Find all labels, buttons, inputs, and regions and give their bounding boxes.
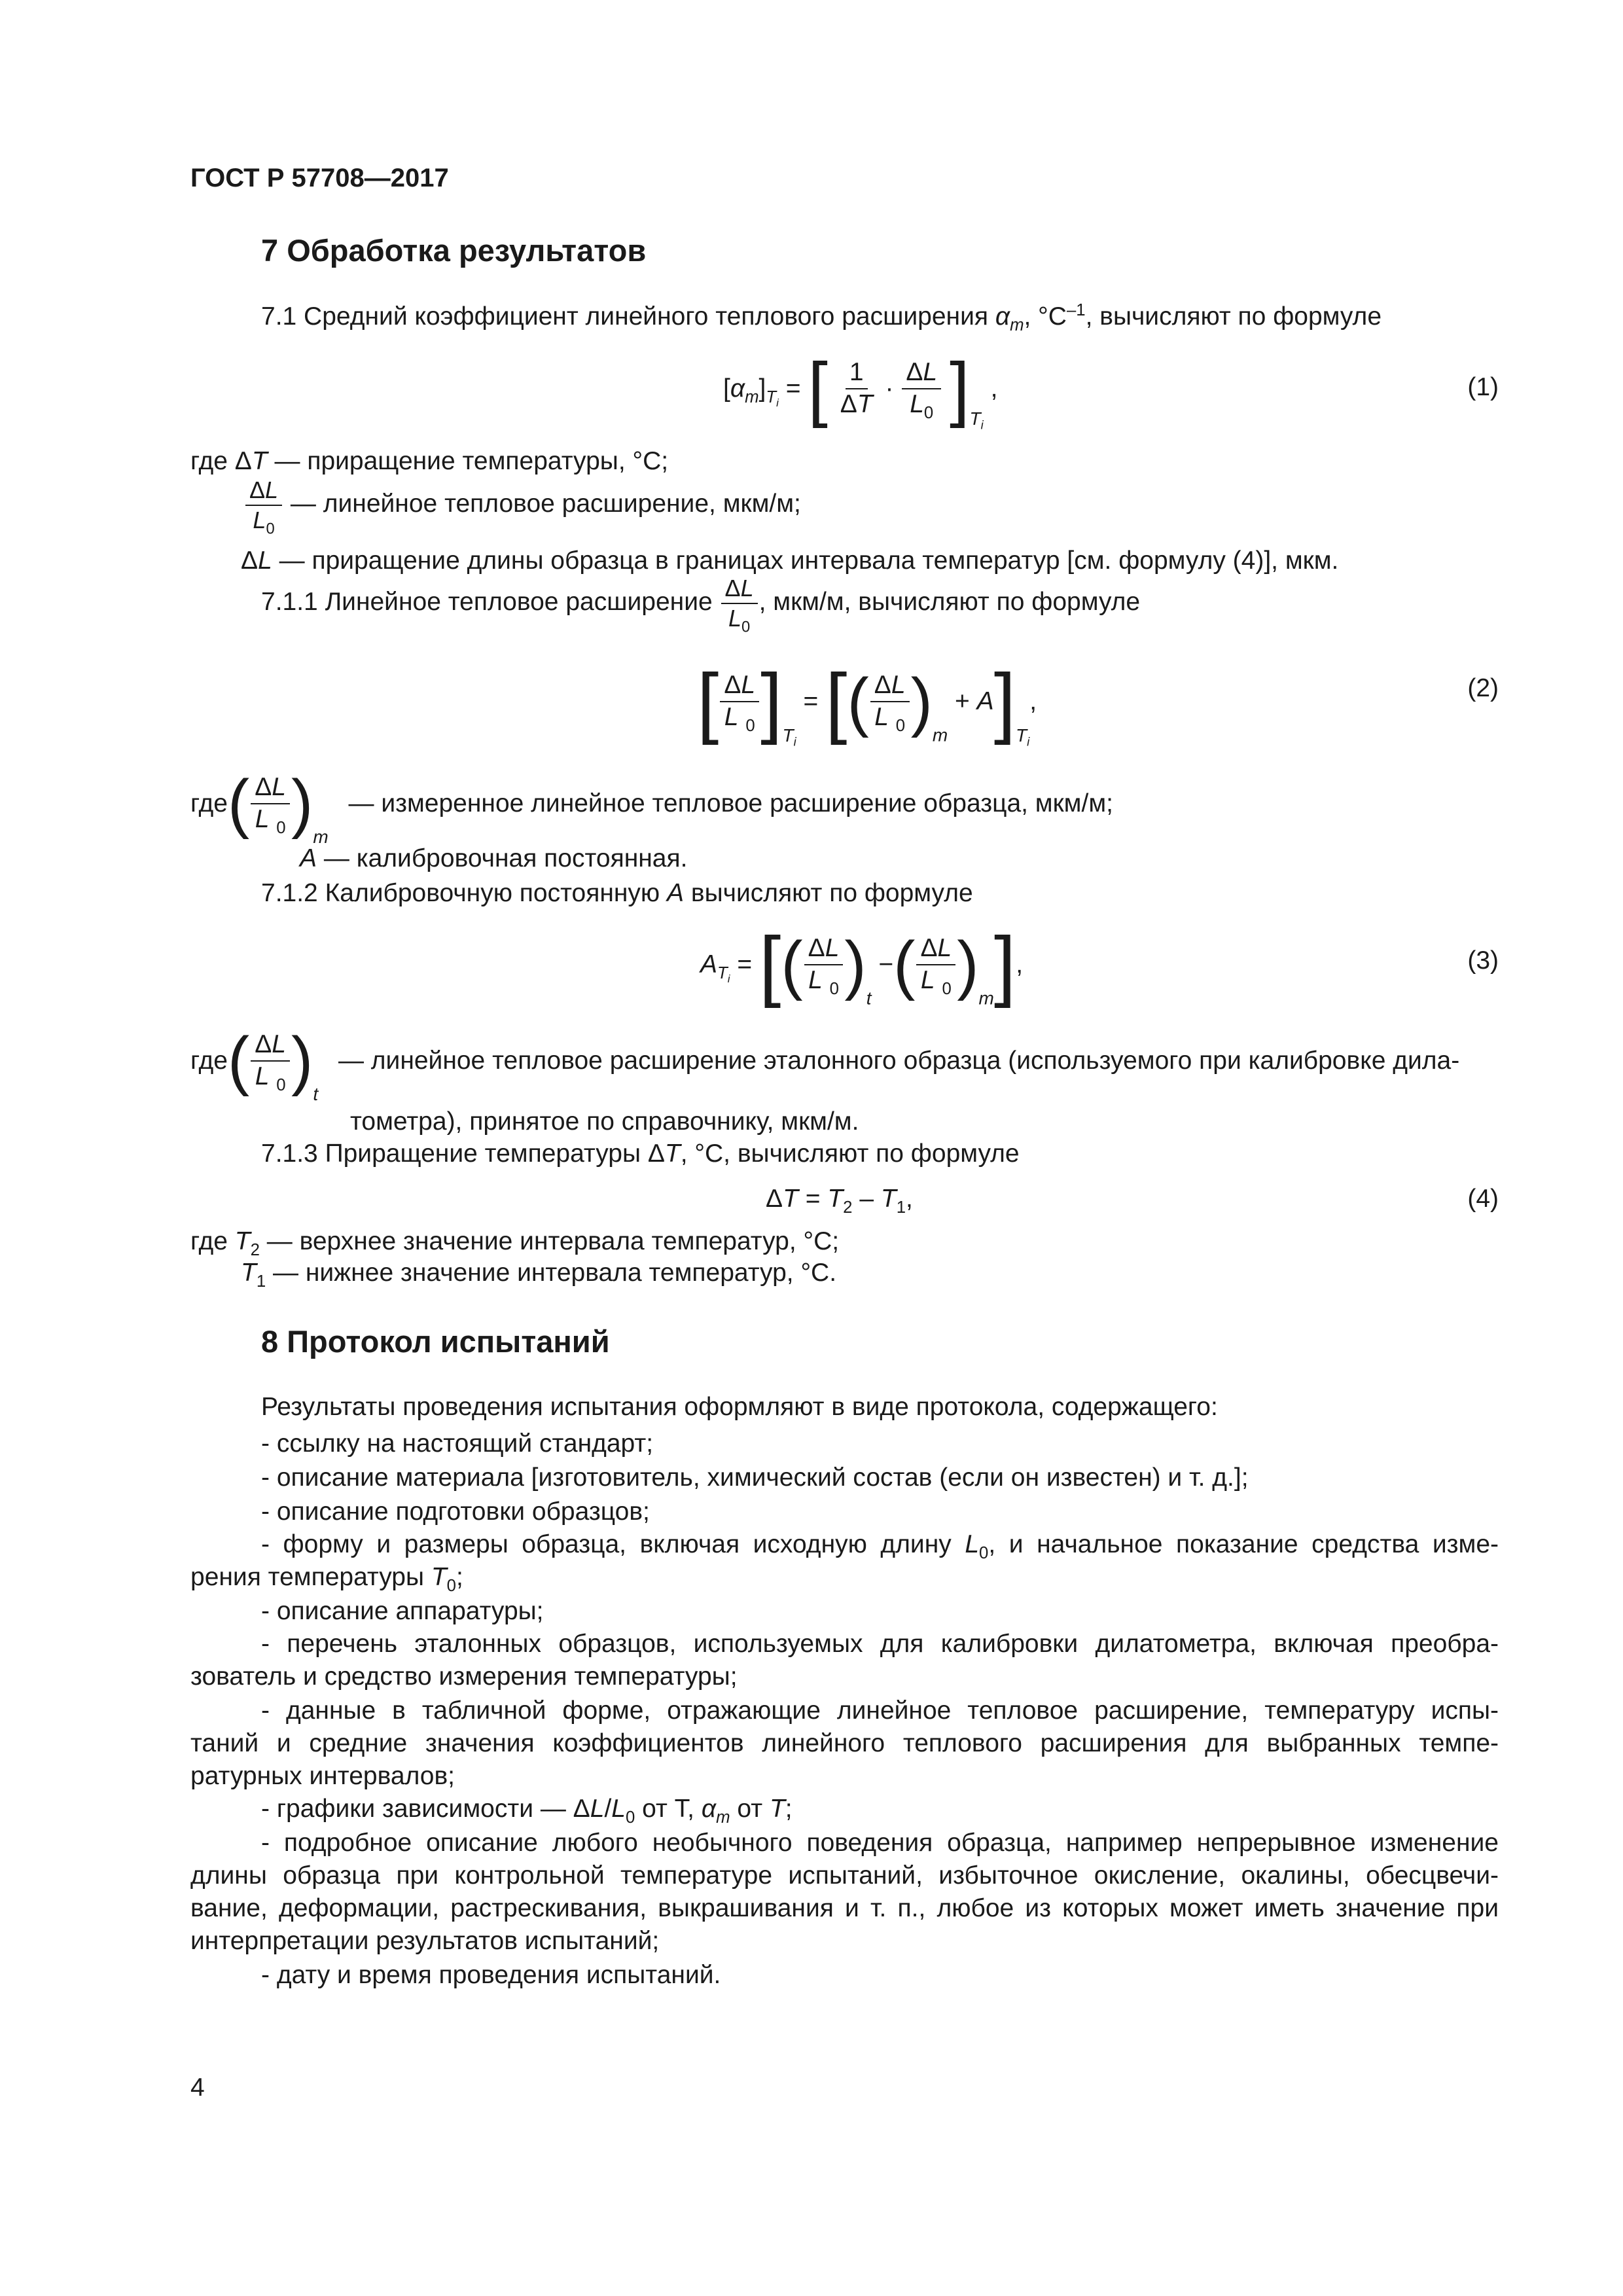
where-1-line-a: где ΔT — приращение температуры, °C;: [190, 447, 669, 475]
equation-3-number: (3): [1467, 946, 1499, 975]
list-item-7-line-3: ратурных интервалов;: [190, 1762, 455, 1790]
list-item-6-line-2: зователь и средство измерения температуры;: [190, 1662, 738, 1691]
list-item-9-line-4: интерпретации результатов испытаний;: [190, 1927, 660, 1955]
list-item-10: - дату и время проведения испытаний.: [261, 1961, 721, 1989]
list-item-4-line-1: - форму и размеры образца, включая исходную длину $L_0$, и начальное показание средства изме-: [261, 1530, 1499, 1562]
section-8-title: 8 Протокол испытаний: [261, 1324, 610, 1359]
equation-4: $\Delta T = T_2 - T_1$,: [766, 1185, 913, 1217]
list-item-6-line-1: - перечень эталонных образцов, используемых для калибровки дилатометра, включая преобра-: [261, 1630, 1499, 1658]
list-item: - описание подготовки образцов;: [261, 1498, 650, 1526]
equation-2: [ $\frac{\Delta L}{L _0}$ ]$_{T_i}$ = [( $\frac{\Delta L}{L _0}$ )$_m + A]_{T_i}$,: [697, 658, 1037, 749]
list-item-4-line-2: рения температуры $T_0$;: [190, 1563, 463, 1595]
where-3-line-b: тометра), принятое по справочнику, мкм/м.: [350, 1107, 859, 1136]
section-7-title: 7 Обработка результатов: [261, 233, 647, 268]
page-number: 4: [190, 2073, 205, 2102]
where-4-line-b: $T_1$ — нижнее значение интервала температур, °C.: [241, 1259, 837, 1291]
list-item: - описание аппаратуры;: [261, 1597, 544, 1625]
where-1-line-c: ΔL — приращение длины образца в границах интервала температур [см. формулу (4)], мкм.: [241, 547, 1339, 575]
equation-1-number: (1): [1467, 373, 1499, 401]
list-item: - ссылку на настоящий стандарт;: [261, 1429, 654, 1458]
list-item-9-line-1: - подробное описание любого необычного поведения образца, например непрерывное изменение: [261, 1829, 1499, 1857]
where-2-line-a: где( $\frac{\Delta L}{L _0}$ )$_m$ — измеренное линейное тепловое расширение образца, мкм/м;: [190, 766, 1113, 848]
paragraph-7-1-1: 7.1.1 Линейное тепловое расширение $\frac{\Delta L}{L_0}$ , мкм/м, вычисляют по формуле: [261, 575, 1141, 636]
equation-1: $[\alpha_m]_{T_i}$ = [ $\frac{1}{\Delta T}$ · $\frac{\Delta L}{L_0}$ ]$_{T_i}$ ,: [723, 348, 998, 432]
list-item-9-line-3: вание, деформации, растрескивания, выкрашивания и т. п., любое из которых может иметь значение при: [190, 1894, 1499, 1922]
equation-3: $A_{T_i}$ = [( $\frac{\Delta L}{L _0}$ )$_t$ −( $\frac{\Delta L}{L _0}$ )$_m$],: [700, 921, 1024, 1009]
where-2-line-b: A — калибровочная постоянная.: [300, 844, 688, 872]
list-item-7-line-2: таний и средние значения коэффициентов линейного теплового расширения для выбранных темпе-: [190, 1729, 1499, 1757]
document-code: ГОСТ Р 57708—2017: [190, 164, 449, 192]
equation-2-number: (2): [1467, 674, 1499, 702]
paragraph-7-1: 7.1 Средний коэффициент линейного теплового расширения $\alpha_m$, $^\circ C^{-1}$, вычисляют по формуле: [261, 300, 1382, 334]
equation-4-number: (4): [1467, 1185, 1499, 1213]
list-item: - описание материала [изготовитель, химический состав (если он известен) и т. д.];: [261, 1463, 1249, 1492]
protocol-intro: Результаты проведения испытания оформляют в виде протокола, содержащего:: [261, 1393, 1218, 1421]
list-item-8: - графики зависимости — $\Delta L/L_0$ от T, $\alpha_m$ от T;: [261, 1795, 793, 1827]
where-4-line-a: где $T_2$ — верхнее значение интервала температур, °C;: [190, 1227, 840, 1259]
list-item-7-line-1: - данные в табличной форме, отражающие линейное тепловое расширение, температуру испы-: [261, 1696, 1499, 1725]
paragraph-7-1-2: 7.1.2 Калибровочную постоянную A вычисляют по формуле: [261, 879, 973, 907]
where-1-line-b: $\frac{\Delta L}{L_0}$ — линейное тепловое расширение, мкм/м;: [244, 478, 801, 533]
where-3-line-a: где( $\frac{\Delta L}{L _0}$ )$_t$ — линейное тепловое расширение эталонного образца (используемого при калибровке дила-: [190, 1024, 1460, 1105]
paragraph-7-1-3: 7.1.3 Приращение температуры ΔT, °C, вычисляют по формуле: [261, 1139, 1020, 1168]
list-item-9-line-2: длины образца при контрольной температуре испытаний, избыточное окисление, окалины, обесцвечи-: [190, 1861, 1499, 1890]
